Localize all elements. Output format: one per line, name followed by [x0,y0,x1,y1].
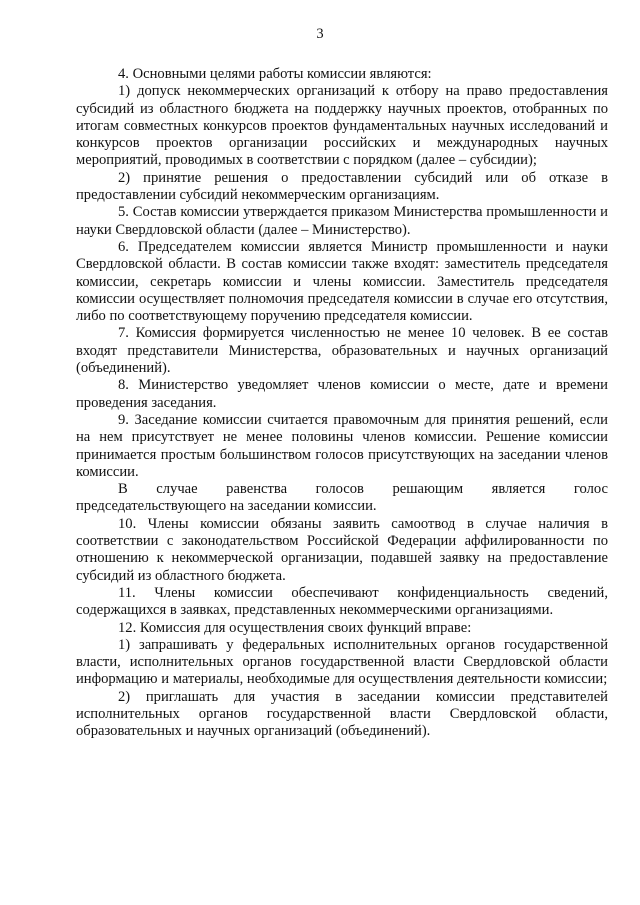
paragraph-12-right-2: 2) приглашать для участия в заседании комиссии представителей исполнительных органов государственной власти Свердловской области, образовательных и научных организаций (объединений). [76,688,608,740]
page-number: 3 [316,26,324,42]
paragraph-8: 8. Министерство уведомляет членов комиссии о месте, дате и времени проведения заседания. [76,377,608,411]
paragraph-10: 10. Члены комиссии обязаны заявить самоотвод в случае наличия в соответствии с законодательством Российской Федерации аффилированности по отношению к некоммерческой организации, подавшей заявку на предоставление субсидий из областного бюджета. [76,515,608,584]
paragraph-5: 5. Состав комиссии утверждается приказом Министерства промышленности и науки Свердловской области (далее – Министерство). [76,204,608,238]
paragraph-12: 12. Комиссия для осуществления своих функций вправе: [118,619,472,636]
paragraph-goals-heading: 4. Основными целями работы комиссии являются: [118,66,432,82]
paragraph-7: 7. Комиссия формируется численностью не менее 10 человек. В ее состав входят представители Министерства, образовательных и научных организаций (объединений). [76,325,608,377]
paragraph-12-right-1: 1) запрашивать у федеральных исполнительных органов государственной власти, исполнительных органов государственной власти Свердловской области информацию и материалы, необходимые для осуществления деятельности комиссии; [76,636,608,688]
paragraph-6: 6. Председателем комиссии является Министр промышленности и науки Свердловской области. В состав комиссии также входят: заместитель председателя комиссии, секретарь комиссии и члены комиссии. Заместитель председателя комиссии осуществляет полномочия председателя комиссии в случае его отсутствия, либо по соответствующему поручению председателя комиссии. [76,238,608,325]
paragraph-9: 9. Заседание комиссии считается правомочным для принятия решений, если на нем присутствует не менее половины членов комиссии. Решение комиссии принимается простым большинством голосов присутствующих на заседании членов комиссии. [76,411,608,480]
paragraph-11: 11. Члены комиссии обеспечивают конфиденциальность сведений, содержащихся в заявках, представленных некоммерческими организациями. [76,584,608,619]
document-body [76,66,608,741]
paragraph-goal-1: 1) допуск некоммерческих организаций к отбору на право предоставления субсидий из областного бюджета на поддержку научных проектов, отобранных по итогам совместных конкурсов проектов фундаментальных научных исследований и конкурсов проектов организации российских и международных научных мероприятий, проводимых в соответствии с порядком (далее – субсидии); [76,83,608,169]
paragraph-goal-2: 2) принятие решения о предоставлении субсидий или об отказе в предоставлении субсидий некоммерческим организациям. [76,169,608,204]
paragraph-9-tie: В случае равенства голосов решающим является голос председательствующего на заседании комиссии. [76,481,608,515]
